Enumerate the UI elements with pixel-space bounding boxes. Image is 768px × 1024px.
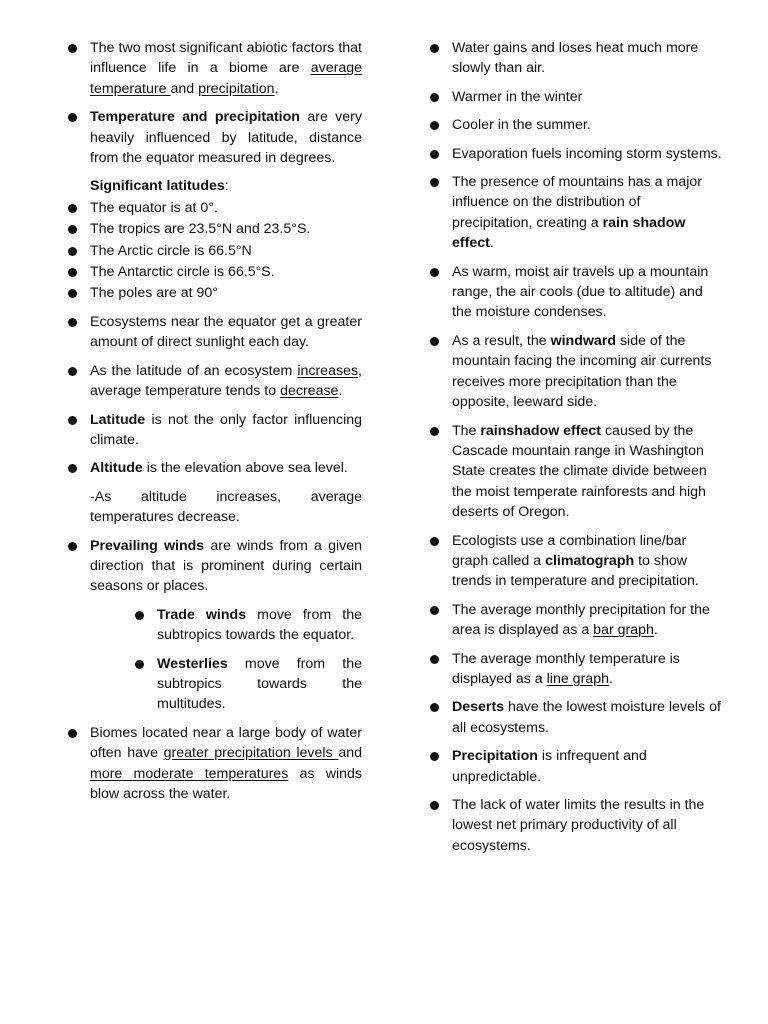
left-column <box>68 38 362 812</box>
bullet-icon <box>430 606 439 615</box>
list-item: Deserts have the lowest moisture levels of all ecosystems. <box>430 697 722 738</box>
bullet-icon <box>430 178 439 187</box>
list-item: Biomes located near a large body of water often have greater precipitation levels and more moderate temperatures as winds blow across the water. <box>68 723 362 805</box>
list-item: Cooler in the summer. <box>430 115 722 135</box>
list-item: Altitude is the elevation above sea level. <box>68 458 362 478</box>
latitude-item: The poles are at 90° <box>68 283 362 303</box>
sub-list-item: Trade winds move from the subtropics towards the equator. <box>135 605 362 646</box>
bullet-icon <box>68 289 77 298</box>
latitude-item: The Arctic circle is 66.5°N <box>68 241 362 261</box>
list-item: As a result, the windward side of the mountain facing the incoming air currents receives more precipitation than the opposite, leeward side. <box>430 331 722 413</box>
bullet-icon <box>68 247 77 256</box>
bullet-icon <box>68 204 77 213</box>
list-item: As warm, moist air travels up a mountain range, the air cools (due to altitude) and the moisture condenses. <box>430 262 722 323</box>
list-item: The average monthly temperature is displayed as a line graph. <box>430 649 722 690</box>
latitude-item: The Antarctic circle is 66.5°S. <box>68 262 362 282</box>
bullet-icon <box>430 537 439 546</box>
bullet-icon <box>430 93 439 102</box>
bullet-icon <box>68 367 77 376</box>
list-item: Ecosystems near the equator get a greater amount of direct sunlight each day. <box>68 312 362 353</box>
bullet-icon <box>430 703 439 712</box>
list-item: Ecologists use a combination line/bar graph called a climatograph to show trends in temperature and precipitation. <box>430 531 722 592</box>
list-item: The average monthly precipitation for the area is displayed as a bar graph. <box>430 600 722 641</box>
list-item: The two most significant abiotic factors that influence life in a biome are average temperature and precipitation. <box>68 38 362 99</box>
list-item: The rainshadow effect caused by the Cascade mountain range in Washington State creates the climate divide between the moist temperate rainforests and high deserts of Oregon. <box>430 421 722 523</box>
right-column <box>430 38 722 864</box>
bullet-icon <box>68 542 77 551</box>
bullet-icon <box>135 660 144 669</box>
list-item: Evaporation fuels incoming storm systems. <box>430 144 722 164</box>
bullet-icon <box>430 150 439 159</box>
bullet-icon <box>430 801 439 810</box>
list-item: Warmer in the winter <box>430 87 722 107</box>
list-item: Precipitation is infrequent and unpredictable. <box>430 746 722 787</box>
bullet-icon <box>430 268 439 277</box>
latitude-item: The tropics are 23.5°N and 23.5°S. <box>68 219 362 239</box>
bullet-icon <box>68 464 77 473</box>
bullet-icon <box>430 752 439 761</box>
list-item: Water gains and loses heat much more slowly than air. <box>430 38 722 79</box>
bullet-icon <box>430 427 439 436</box>
list-item: As the latitude of an ecosystem increases, average temperature tends to decrease. <box>68 361 362 402</box>
bullet-icon <box>68 225 77 234</box>
bullet-icon <box>430 337 439 346</box>
list-item: Latitude is not the only factor influencing climate. <box>68 410 362 451</box>
bullet-icon <box>430 121 439 130</box>
section-heading: Significant latitudes: <box>90 178 229 195</box>
bullet-icon <box>430 44 439 53</box>
list-item: Temperature and precipitation are very heavily influenced by latitude, distance from the equator measured in degrees. <box>68 107 362 168</box>
bullet-icon <box>68 268 77 277</box>
bullet-icon <box>68 113 77 122</box>
list-item: Prevailing winds are winds from a given direction that is prominent during certain seasons or places. <box>68 536 362 597</box>
sub-list-item: Westerlies move from the subtropics towards the multitudes. <box>135 654 362 715</box>
list-item: The presence of mountains has a major influence on the distribution of precipitation, creating a rain shadow effect. <box>430 172 722 254</box>
bullet-icon <box>68 729 77 738</box>
bullet-icon <box>68 416 77 425</box>
bullet-icon <box>135 611 144 620</box>
latitude-item: The equator is at 0°. <box>68 198 362 218</box>
list-item: The lack of water limits the results in the lowest net primary productivity of all ecosystems. <box>430 795 722 856</box>
bullet-icon <box>68 44 77 53</box>
note-paragraph: -As altitude increases, average temperatures decrease. <box>90 488 362 526</box>
bullet-icon <box>430 655 439 664</box>
bullet-icon <box>68 318 77 327</box>
